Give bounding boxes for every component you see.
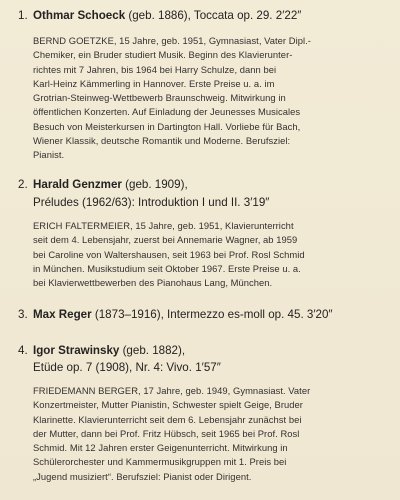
composer-name: Max Reger: [33, 308, 92, 321]
entry-1-heading: [18, 9, 301, 23]
bio-line: bei Klavierwettbewerben des Pianohaus Lang, München.: [33, 277, 273, 289]
work-title: (geb. 1886), Toccata op. 29. 2′22″: [125, 9, 302, 22]
entry-number: 1.: [18, 9, 28, 22]
entry-number: 3.: [18, 308, 28, 321]
bio-line: Chemiker, ein Bruder studiert Musik. Beginn des Klavierunter-: [33, 49, 293, 61]
bio-line: BERND GOETZKE, 15 Jahre, geb. 1951, Gymnasiast, Vater Dipl.-: [33, 35, 311, 46]
entry-3-heading: [18, 308, 333, 322]
bio-line: Pianist.: [33, 149, 65, 161]
bio-line: öffentlichen Konzerten. Auf Einladung der Jeunesses Musicales: [33, 106, 301, 118]
bio-line: Klarinette. Klavierunterricht seit dem 6. Lebensjahr zunächst bei: [33, 413, 302, 425]
bio-line: in München. Musikstudium seit Oktober 1967. Erste Preise u. a.: [33, 262, 301, 274]
bio-line: „Jugend musiziert“. Berufsziel: Pianist oder Dirigent.: [33, 470, 252, 482]
composer-name: Othmar Schoeck: [33, 9, 126, 22]
bio-line: Wiener Klassik, deutsche Romantik und Moderne. Berufsziel:: [33, 135, 291, 147]
entry-2-heading: [18, 178, 188, 192]
performer-biography: [33, 384, 310, 484]
bio-line: ERICH FALTERMEIER, 15 Jahre, geb. 1951, Klavierunterricht: [33, 220, 294, 231]
bio-line: Besuch von Meisterkursen in Dartington Hall. Vorliebe für Bach,: [33, 120, 301, 132]
bio-line: richtes mit 7 Jahren, bis 1964 bei Harry Schulze, dann bei: [33, 63, 277, 75]
work-title: Préludes (1962/63): Introduktion I und II. 3′19″: [33, 196, 270, 209]
work-title: (1873–1916), Intermezzo es-moll op. 45. 3′20″: [91, 308, 333, 321]
entry-number: 2.: [18, 178, 28, 191]
performer-biography: [33, 34, 311, 163]
bio-line: Schmid. Mit 12 Jahren erster Geigenunterricht. Mitwirkung in: [33, 442, 288, 454]
bio-line: Schülerorchester und Kammermusikgruppen mit 1. Preis bei: [33, 456, 287, 468]
entry-number: 4.: [18, 344, 28, 357]
composer-name: Harald Genzmer: [33, 178, 122, 191]
bio-line: bei Caroline von Waltershausen, seit 1963 bei Prof. Rosl Schmid: [33, 248, 305, 260]
entry-4-heading: [18, 344, 185, 358]
composer-name: Igor Strawinsky: [33, 344, 120, 357]
performer-biography: [33, 219, 305, 290]
bio-line: der Mutter, dann bei Prof. Fritz Hübsch, seit 1965 bei Prof. Rosl: [33, 427, 300, 439]
composer-dates: (geb. 1909),: [121, 178, 188, 191]
bio-line: FRIEDEMANN BERGER, 17 Jahre, geb. 1949, Gymnasiast. Vater: [33, 385, 311, 396]
work-title: Etüde op. 7 (1908), Nr. 4: Vivo. 1′57″: [33, 361, 221, 374]
bio-line: seit dem 4. Lebensjahr, zuerst bei Annemarie Wagner, ab 1959: [33, 234, 298, 246]
composer-dates: (geb. 1882),: [119, 344, 186, 357]
bio-line: Grotrian-Steinweg-Wettbewerb Braunschweig. Mitwirkung in: [33, 92, 286, 104]
bio-line: Karl-Heinz Kämmerling in Hannover. Erste Preise u. a. im: [33, 77, 275, 89]
bio-line: Konzertmeister, Mutter Pianistin, Schwester spielt Geige, Bruder: [33, 399, 303, 411]
